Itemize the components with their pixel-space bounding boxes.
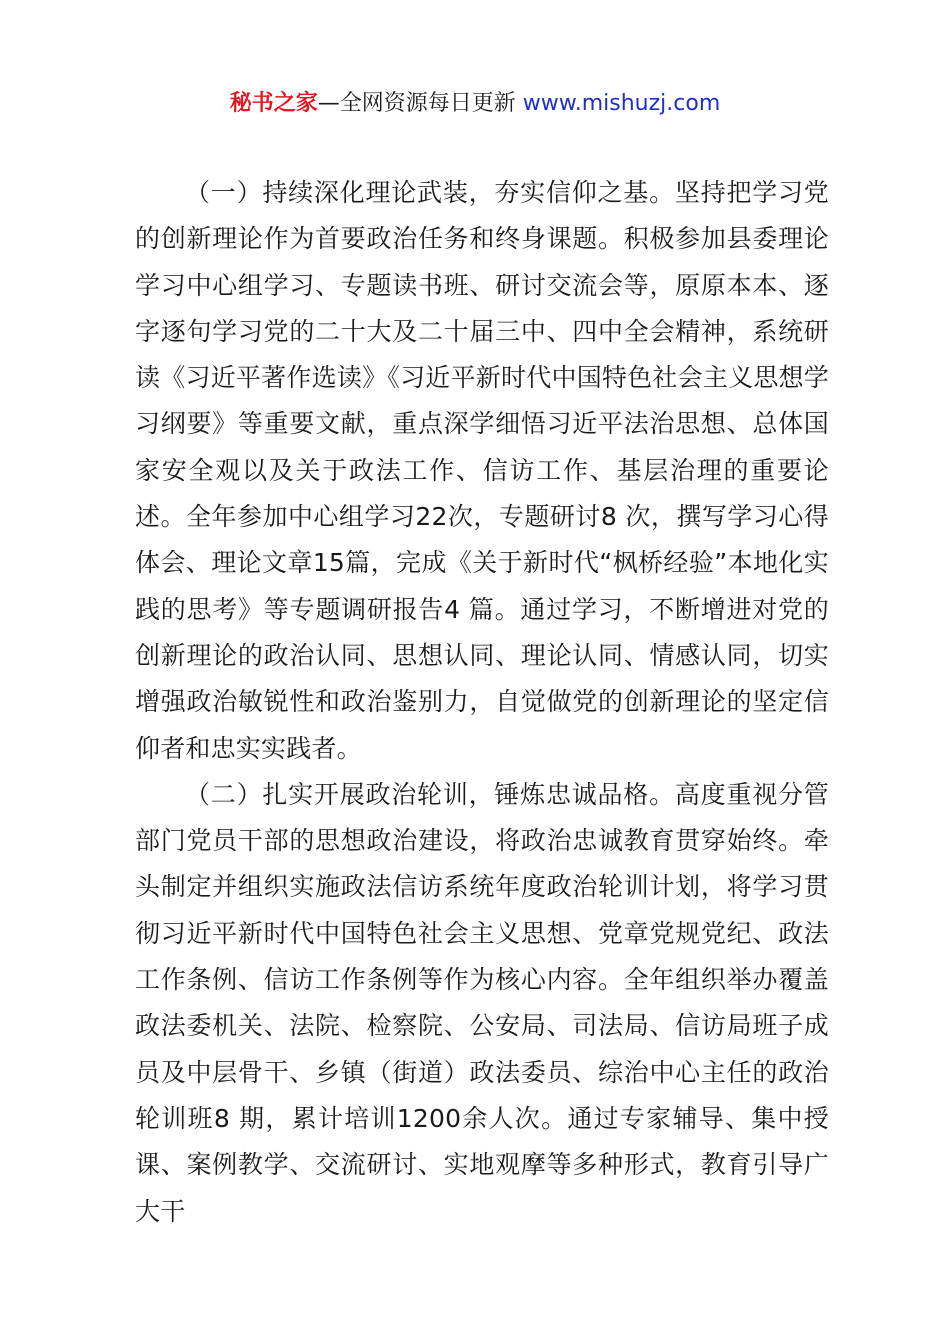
- paragraph-1-heading: （一）持续深化理论武装，夯实信仰之基。: [185, 178, 675, 207]
- paragraph-2-heading: （二）扎实开展政治轮训，锤炼忠诚品格。: [185, 779, 675, 809]
- paragraph-2-text: 高度重视分管部门党员干部的思想政治建设，将政治忠诚教育贯穿始终。牵头制定并组织实施政法信访系统年度政治轮训计划，将学习贯彻习近平新时代中国特色社会主义思想、党章党规党纪、政法工作条例、信访工作条例等作为核心内容。全年组织举办覆盖政法委机关、法院、检察院、公安局、司法局、信访局班子成员及中层骨干、乡镇（街道）政法委员、综治中心主任的政治轮训班8 期，累计培训1200余人次。通过专家辅导、集中授课、案例教学、交流研讨、实地观摩等多种形式，教育引导广大干: [135, 779, 829, 1226]
- paragraph-1-text: 坚持把学习党的创新理论作为首要政治任务和终身课题。积极参加县委理论学习中心组学习、专题读书班、研讨交流会等，原原本本、逐字逐句学习党的二十大及二十届三中、四中全会精神，系统研读《习近平著作选读》《习近平新时代中国特色社会主义思想学习纲要》等重要文献，重点深学细悟习近平法治思想、总体国家安全观以及关于政法工作、信访工作、基层治理的重要论述。全年参加中心组学习22次，专题研讨8 次，撰写学习心得体会、理论文章15篇，完成《关于新时代“枫桥经验”本地化实践的思考》等专题调研报告4 篇。通过学习，不断增进对党的创新理论的政治认同、思想认同、理论认同、情感认同，切实增强政治敏锐性和政治鉴别力，自觉做党的创新理论的坚定信仰者和忠实实践者。: [135, 178, 829, 763]
- paragraph-2: [135, 772, 829, 1235]
- site-tagline: —全网资源每日更新: [317, 91, 523, 116]
- document-body: [135, 170, 829, 1235]
- paragraph-1: [135, 170, 829, 772]
- site-brand: 秘书之家: [229, 91, 318, 116]
- site-url-link[interactable]: www.mishuzj.com: [522, 91, 721, 116]
- site-header: [0, 88, 950, 120]
